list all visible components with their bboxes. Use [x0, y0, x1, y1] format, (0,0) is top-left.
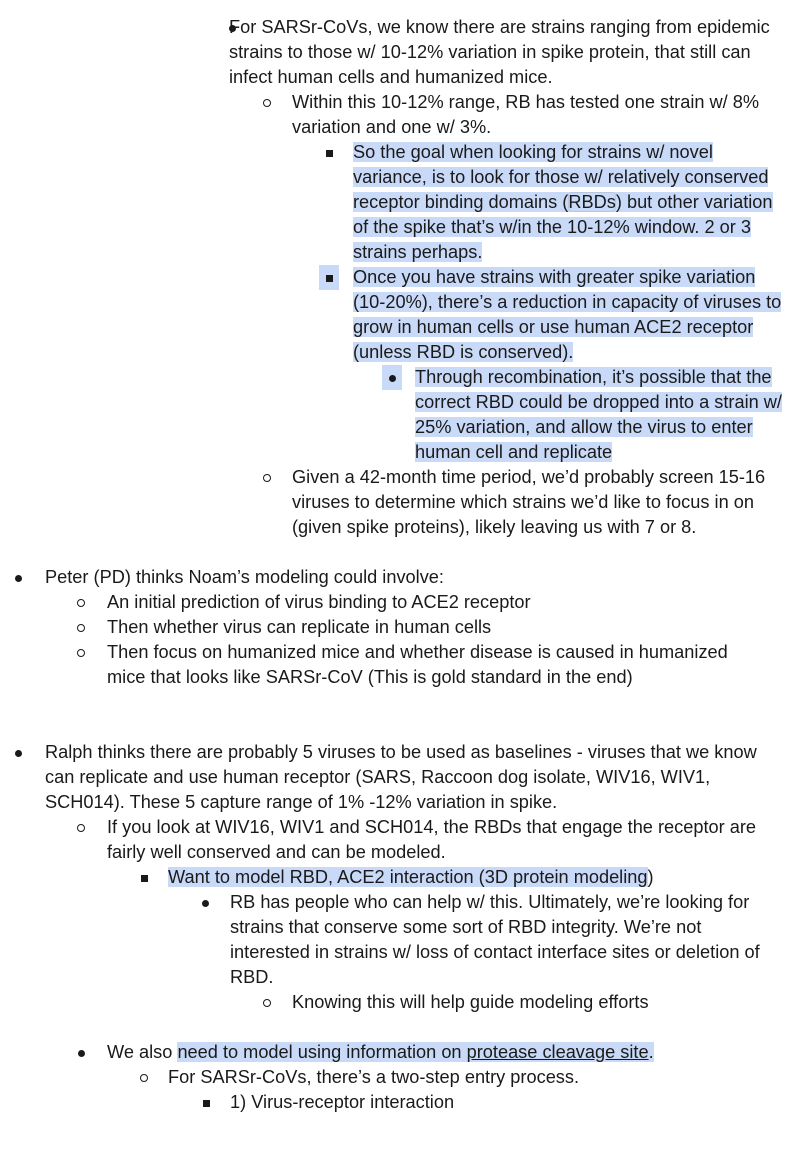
circle-bullet-icon: [134, 1065, 154, 1090]
list-item-text: Within this 10-12% range, RB has tested one strain w/ 8% variation and one w/ 3%.: [292, 92, 760, 137]
list-item-text: Peter (PD) thinks Noam’s modeling could involve:: [45, 567, 444, 587]
list-item-text: Then whether virus can replicate in human cells: [107, 617, 492, 637]
square-bullet-icon: [319, 140, 339, 165]
circle-bullet-icon: [257, 90, 277, 115]
list-item-text: RB has people who can help w/ this. Ultimately, we’re looking for strains that conserve some sort of RBD integrity. We’re not interested in strains w/ loss of contact interface sites or deletion of RBD.: [230, 892, 760, 987]
list-item-text: Once you have strains with greater spike variation (10-20%), there’s a reduction in capacity of viruses to grow in human cells or use human ACE2 receptor (unless RBD is conserved).: [353, 267, 782, 362]
circle-bullet-icon: [257, 465, 277, 490]
protease-cleavage-site-link[interactable]: protease cleavage site: [466, 1042, 649, 1062]
rbds-term: RBDs: [568, 192, 616, 212]
list-item-text: For SARSr-CoVs, there’s a two-step entry process.: [168, 1067, 580, 1087]
list-item-text: For SARSr-CoVs, we know there are strains ranging from epidemic strains to those w/ 10-12% variation in spike protein, that still can infect human cells and humanized mice.: [229, 17, 770, 87]
list-item-text: An initial prediction of virus binding to ACE2 receptor: [107, 592, 531, 612]
circle-bullet-icon: [71, 590, 91, 615]
circle-bullet-icon: [71, 815, 91, 840]
square-bullet-icon: [319, 265, 339, 290]
list-item-text: So the goal when looking for strains w/ novel variance, is to look for those w/ relatively conserved receptor binding domains (RBDs) but other variation of the spike that’s w/in the 10-12% window. 2 or 3 strains perhaps.: [353, 142, 773, 262]
disc-bullet-icon: [71, 1040, 91, 1065]
disc-bullet-icon: [8, 565, 28, 590]
circle-bullet-icon: [71, 615, 91, 640]
list-item-text: Want to model RBD, ACE2 interaction (3D protein modeling): [168, 867, 654, 887]
list-item-text: Ralph thinks there are probably 5 viruses to be used as baselines - viruses that we know can replicate and use human receptor (SARS, Raccoon dog isolate, WIV16, WIV1, SCH014). These 5 capture range of 1% -12% variation in spike.: [45, 742, 757, 812]
list-item-text: If you look at WIV16, WIV1 and SCH014, the RBDs that engage the receptor are fairly well conserved and can be modeled.: [107, 817, 757, 862]
circle-bullet-icon: [71, 640, 91, 665]
square-bullet-icon: [134, 865, 154, 890]
list-item-text: Given a 42-month time period, we’d probably screen 15-16 viruses to determine which strains we’d like to focus in on (given spike proteins), likely leaving us with 7 or 8.: [292, 467, 766, 537]
list-item-text: Through recombination, it’s possible that the correct RBD could be dropped into a strain w/ 25% variation, and allow the virus to enter human cell and replicate: [415, 367, 782, 462]
list-item-text: Then focus on humanized mice and whether disease is caused in humanized mice that looks like SARSr-CoV (This is gold standard in the end): [107, 642, 728, 687]
disc-bullet-icon: [195, 890, 215, 915]
disc-bullet-icon: [8, 740, 28, 765]
square-bullet-icon: [196, 1090, 216, 1115]
list-item-text: 1) Virus-receptor interaction: [230, 1092, 455, 1112]
disc-bullet-icon: [382, 365, 402, 390]
circle-bullet-icon: [257, 990, 277, 1015]
list-item-text: Knowing this will help guide modeling efforts: [292, 992, 649, 1012]
list-item-text: We also need to model using information on protease cleavage site.: [107, 1042, 654, 1062]
